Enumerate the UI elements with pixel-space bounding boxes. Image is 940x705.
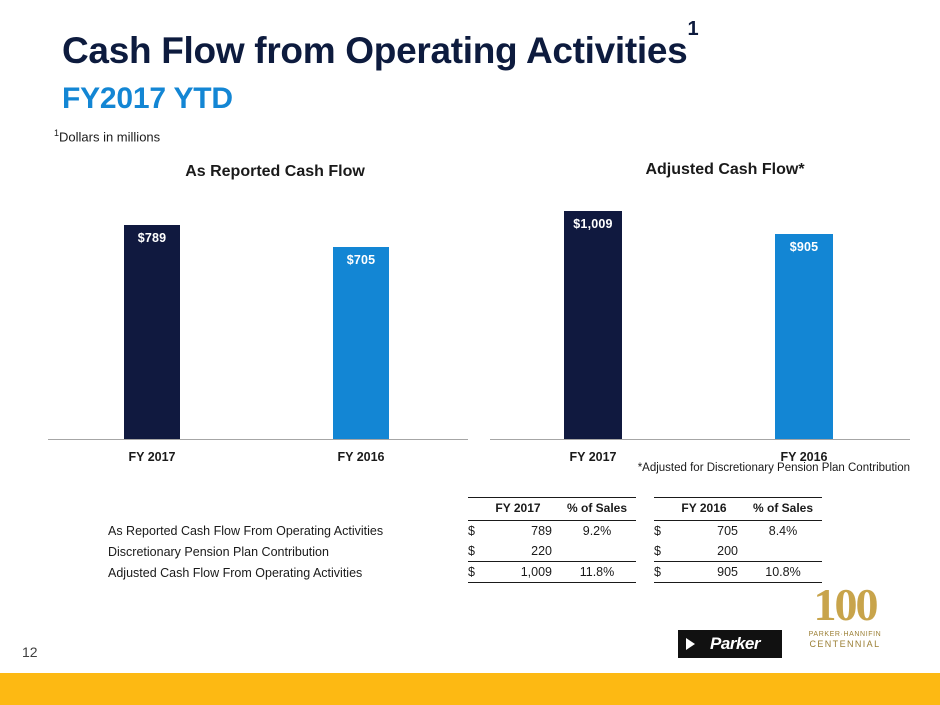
table-header-spacer <box>636 498 654 521</box>
bar-label-as-reported-fy2016: $705 <box>346 253 376 267</box>
parker-arrow-icon <box>686 638 695 650</box>
cell-fy2016-currency: $ <box>654 521 670 542</box>
cell-fy2016-pct: 8.4% <box>744 521 822 542</box>
cell-fy2016-value: 200 <box>670 541 744 562</box>
category-label-adjusted-fy2017: FY 2017 <box>569 450 617 464</box>
bar-as-reported-fy2017 <box>124 225 180 439</box>
cash-flow-table <box>108 497 822 583</box>
units-footnote-superscript: 1 <box>54 128 60 138</box>
table-header-fy2016-currency <box>654 498 670 521</box>
chart-as-reported-cash-flow <box>48 195 468 470</box>
page-title-superscript: 1 <box>687 17 699 40</box>
centennial-line2: CENTENNIAL <box>809 639 881 649</box>
bar-as-reported-fy2016 <box>333 247 389 439</box>
cell-fy2017-currency: $ <box>468 562 484 583</box>
centennial-mark: 100 <box>813 579 877 630</box>
table-row <box>108 521 822 542</box>
row-label-pension: Discretionary Pension Plan Contribution <box>108 544 329 559</box>
table-header-row <box>108 498 822 521</box>
page-title <box>62 17 699 72</box>
cell-fy2016-value: 705 <box>670 521 744 542</box>
footer-bar <box>0 673 940 705</box>
page-subtitle: FY2017 YTD <box>62 82 233 115</box>
cell-fy2017-pct: 11.8% <box>558 562 636 583</box>
table-header-fy2017: FY 2017 <box>484 498 558 521</box>
table-header-fy2016: FY 2016 <box>670 498 744 521</box>
table-row <box>108 541 822 562</box>
chart-axis-line <box>490 439 910 440</box>
table-header-fy2017-currency <box>468 498 484 521</box>
bar-adjusted-fy2017 <box>564 211 622 439</box>
centennial-line1: PARKER·HANNIFIN <box>808 631 882 638</box>
cell-fy2017-currency: $ <box>468 541 484 562</box>
units-footnote <box>54 128 160 144</box>
cell-fy2017-value: 1,009 <box>484 562 558 583</box>
page-number: 12 <box>22 644 38 660</box>
category-label-as-reported-fy2017: FY 2017 <box>128 450 176 464</box>
parker-wordmark: Parker <box>710 634 760 653</box>
bar-label-adjusted-fy2016: $905 <box>789 240 819 254</box>
bar-label-as-reported-fy2017: $789 <box>137 231 167 245</box>
bar-label-adjusted-fy2017: $1,009 <box>573 217 613 231</box>
centennial-logo <box>800 580 890 658</box>
table-header-fy2016-pct: % of Sales <box>744 498 822 521</box>
table-header <box>108 498 822 521</box>
table-row <box>108 562 822 583</box>
page-title-text: Cash Flow from Operating Activities <box>62 30 688 71</box>
cell-spacer <box>636 521 654 542</box>
table-header-description <box>108 498 468 521</box>
cell-fy2017-value: 220 <box>484 541 558 562</box>
table-header-fy2017-pct: % of Sales <box>558 498 636 521</box>
chart-adjusted-cash-flow <box>490 195 910 470</box>
cell-spacer <box>636 541 654 562</box>
adjusted-footnote: *Adjusted for Discretionary Pension Plan Contribution <box>637 462 910 474</box>
cell-fy2016-pct: 10.8% <box>744 562 822 583</box>
cell-fy2016-value: 905 <box>670 562 744 583</box>
parker-logo <box>678 630 782 658</box>
cell-fy2016-currency: $ <box>654 562 670 583</box>
cell-fy2016-currency: $ <box>654 541 670 562</box>
cell-fy2017-currency: $ <box>468 521 484 542</box>
bar-adjusted-fy2016 <box>775 234 833 439</box>
cell-fy2016-pct <box>744 541 822 562</box>
category-label-adjusted-fy2016: FY 2016 <box>780 450 828 464</box>
row-label-as-reported: As Reported Cash Flow From Operating Activities <box>108 524 384 538</box>
cell-fy2017-value: 789 <box>484 521 558 542</box>
chart-title-as-reported: As Reported Cash Flow <box>185 163 365 180</box>
cell-fy2017-pct: 9.2% <box>558 521 636 542</box>
chart-axis-line <box>48 439 468 440</box>
cell-spacer <box>636 562 654 583</box>
table-body <box>108 521 822 583</box>
row-label-adjusted: Adjusted Cash Flow From Operating Activities <box>108 565 363 580</box>
category-label-as-reported-fy2016: FY 2016 <box>337 450 385 464</box>
chart-title-adjusted: Adjusted Cash Flow* <box>645 161 805 178</box>
cell-fy2017-pct <box>558 541 636 562</box>
units-footnote-text: Dollars in millions <box>59 129 161 145</box>
